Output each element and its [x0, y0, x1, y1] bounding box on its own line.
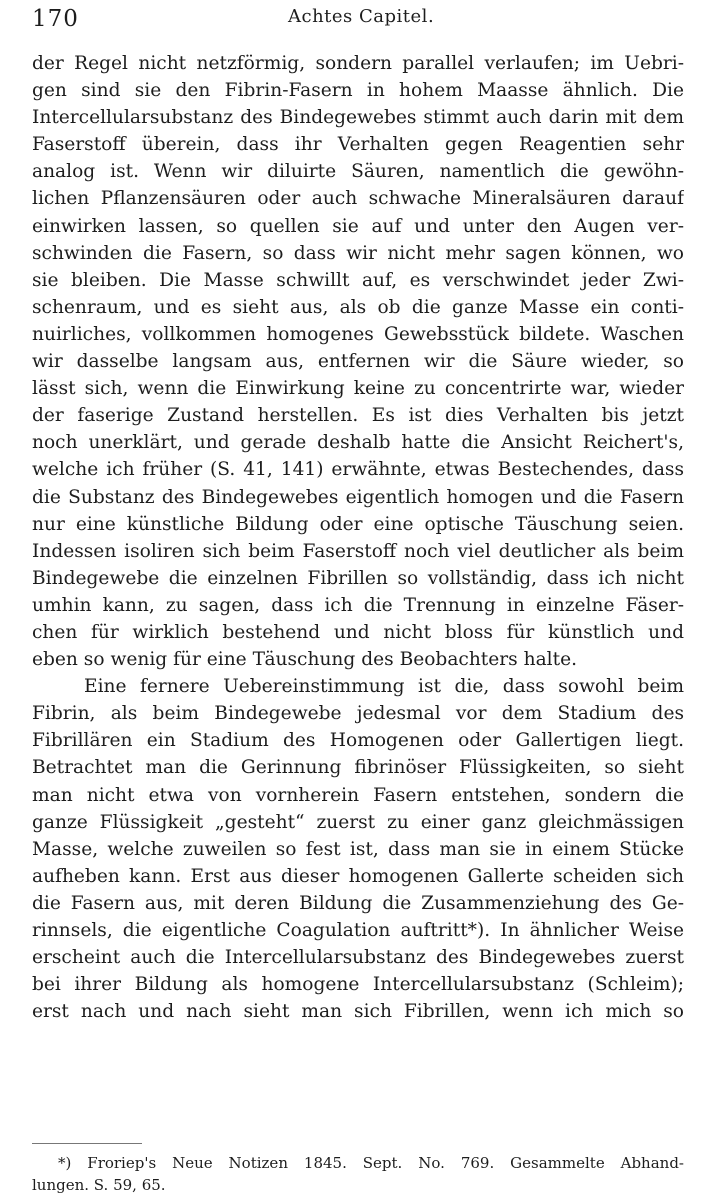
- body-text: [32, 50, 684, 1025]
- text-line: schwinden die Fasern, so dass wir nicht mehr sagen können, wo: [32, 242, 684, 264]
- text-line: bei ihrer Bildung als homogene Intercellularsubstanz (Schleim);: [32, 974, 684, 996]
- text-line: schenraum, und es sieht aus, als ob die ganze Masse ein conti-: [32, 296, 684, 318]
- text-line: Betrachtet man die Gerinnung fibrinöser Flüssigkeiten, so sieht: [32, 757, 684, 779]
- text-line: Indessen isoliren sich beim Faserstoff noch viel deutlicher als beim: [32, 540, 684, 562]
- text-line: aufheben kann. Erst aus dieser homogenen Gallerte scheiden sich: [32, 865, 684, 887]
- text-line: wir dasselbe langsam aus, entfernen wir die Säure wieder, so: [32, 351, 684, 373]
- text-line: sie bleiben. Die Masse schwillt auf, es verschwindet jeder Zwi-: [32, 269, 684, 291]
- footnote-rule: [32, 1143, 142, 1144]
- text-line: welche ich früher (S. 41, 141) erwähnte, etwas Bestechendes, dass: [32, 459, 684, 481]
- text-line: analog ist. Wenn wir diluirte Säuren, namentlich die gewöhn-: [32, 161, 684, 183]
- text-line: nur eine künstliche Bildung oder eine optische Täuschung seien.: [32, 513, 684, 535]
- text-line: man nicht etwa von vornherein Fasern entstehen, sondern die: [32, 784, 684, 806]
- footnote-line: *) Froriep's Neue Notizen 1845. Sept. No. 769. Gesammelte Abhand-: [58, 1154, 684, 1172]
- text-line: erst nach und nach sieht man sich Fibrillen, wenn ich mich so: [32, 1001, 684, 1023]
- text-line: eben so wenig für eine Täuschung des Beobachters halte.: [32, 649, 578, 671]
- text-line: Intercellularsubstanz des Bindegewebes stimmt auch darin mit dem: [32, 107, 684, 129]
- text-line: lichen Pflanzensäuren oder auch schwache Mineralsäuren darauf: [32, 188, 684, 210]
- page-number: 170: [32, 6, 79, 32]
- text-line: rinnsels, die eigentliche Coagulation auftritt*). In ähnlicher Weise: [32, 920, 684, 941]
- text-line: die Fasern aus, mit deren Bildung die Zusammenziehung des Ge-: [32, 892, 684, 914]
- text-line: umhin kann, zu sagen, dass ich die Trennung in einzelne Fäser-: [32, 594, 684, 616]
- text-line: ganze Flüssigkeit „gesteht“ zuerst zu einer ganz gleichmässigen: [32, 811, 684, 833]
- running-head: Achtes Capitel.: [288, 6, 435, 27]
- text-line: Eine fernere Uebereinstimmung ist die, dass sowohl beim: [84, 676, 684, 698]
- footnote-line: lungen. S. 59, 65.: [32, 1176, 166, 1194]
- text-line: der faserige Zustand herstellen. Es ist dies Verhalten bis jetzt: [32, 405, 684, 427]
- text-line: lässt sich, wenn die Einwirkung keine zu concentrirte war, wieder: [32, 378, 684, 400]
- text-line: der Regel nicht netzförmig, sondern parallel verlaufen; im Uebri-: [32, 53, 684, 74]
- text-line: erscheint auch die Intercellularsubstanz des Bindegewebes zuerst: [32, 947, 684, 969]
- text-line: die Substanz des Bindegewebes eigentlich homogen und die Fasern: [32, 486, 684, 508]
- text-line: noch unerklärt, und gerade deshalb hatte die Ansicht Reichert's,: [32, 432, 684, 454]
- footnote: [32, 1152, 684, 1196]
- text-line: einwirken lassen, so quellen sie auf und unter den Augen ver-: [32, 215, 684, 237]
- text-line: Bindegewebe die einzelnen Fibrillen so vollständig, dass ich nicht: [32, 567, 684, 589]
- text-line: gen sind sie den Fibrin-Fasern in hohem Maasse ähnlich. Die: [32, 80, 684, 102]
- text-line: Fibrillären ein Stadium des Homogenen oder Gallertigen liegt.: [32, 730, 684, 752]
- text-line: Fibrin, als beim Bindegewebe jedesmal vor dem Stadium des: [32, 703, 684, 725]
- text-line: Faserstoff überein, dass ihr Verhalten gegen Reagentien sehr: [32, 134, 684, 156]
- text-line: nuirliches, vollkommen homogenes Gewebsstück bildete. Waschen: [32, 323, 684, 345]
- text-line: Masse, welche zuweilen so fest ist, dass man sie in einem Stücke: [32, 838, 684, 860]
- text-line: chen für wirklich bestehend und nicht bloss für künstlich und: [32, 621, 684, 643]
